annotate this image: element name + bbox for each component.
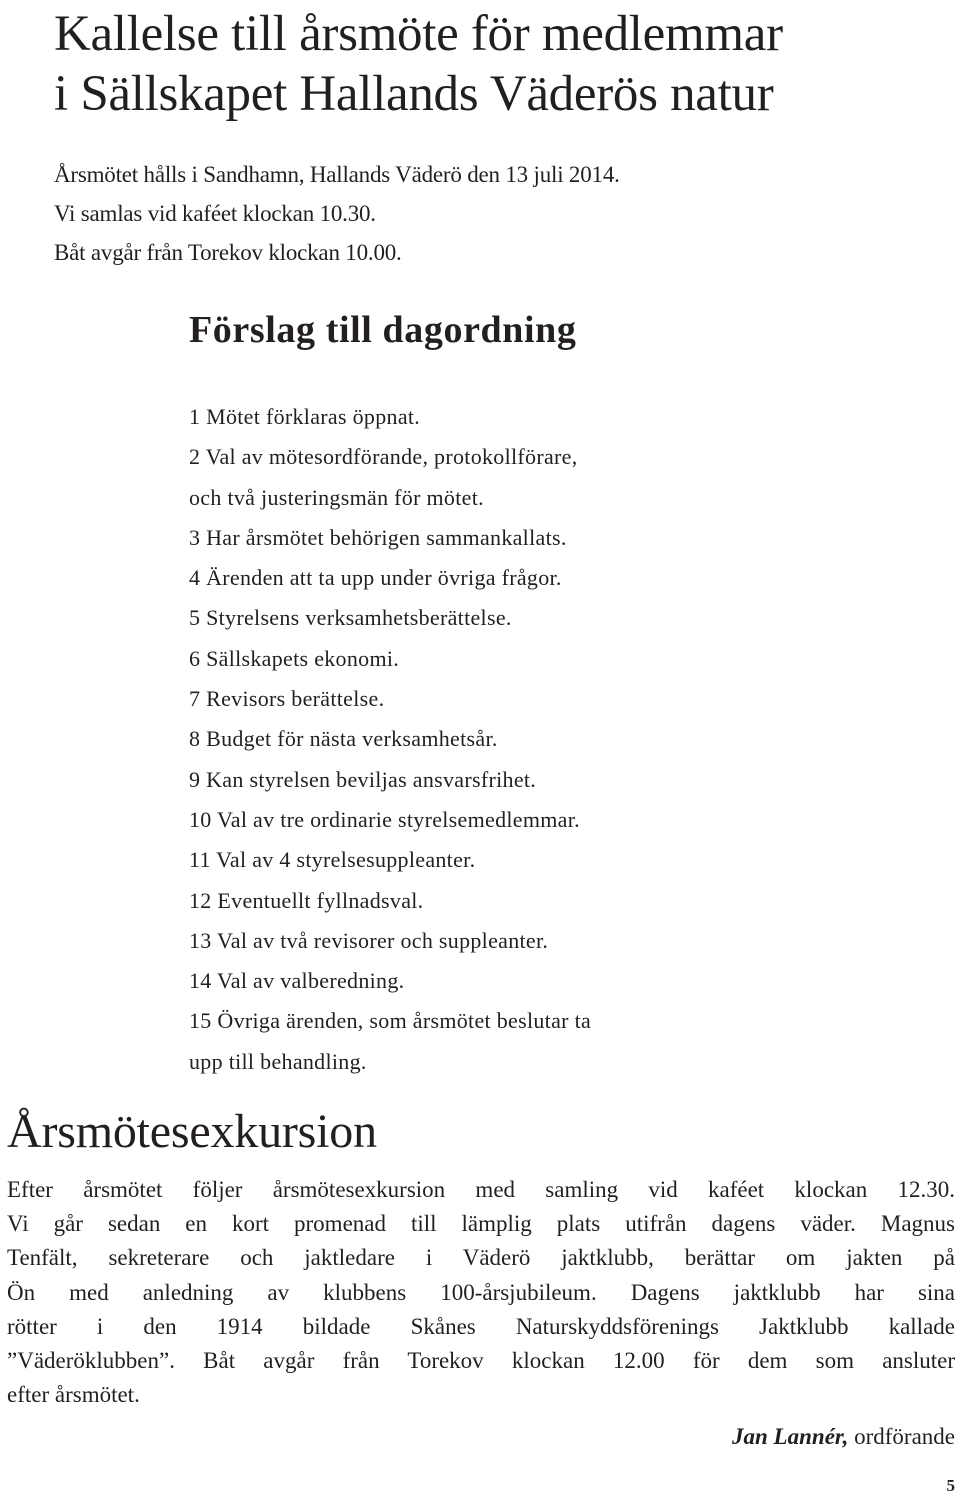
agenda-item: 6 Sällskapets ekonomi. <box>189 645 400 671</box>
excursion-line: ”Väderöklubben”. Båt avgår från Torekov klockan 12.00 för dem som ansluter <box>7 1348 955 1374</box>
meeting-info-line: Årsmötet hålls i Sandhamn, Hallands Väderö den 13 juli 2014. <box>54 162 620 187</box>
signature <box>732 1420 955 1454</box>
title-line-2: i Sällskapet Hallands Väderös natur <box>54 66 774 122</box>
agenda-item: 10 Val av tre ordinarie styrelsemedlemmar. <box>189 806 580 832</box>
excursion-line: rötter i den 1914 bildade Skånes Naturskyddsförenings Jaktklubb kallade <box>7 1313 955 1339</box>
agenda-item: 3 Har årsmötet behörigen sammankallats. <box>189 524 567 550</box>
agenda-item: 13 Val av två revisorer och suppleanter. <box>189 927 549 953</box>
meeting-info-line: Vi samlas vid kaféet klockan 10.30. <box>54 201 376 226</box>
agenda-item: 11 Val av 4 styrelsesuppleanter. <box>189 847 476 873</box>
page-number: 5 <box>946 1476 955 1495</box>
agenda-item: 8 Budget för nästa verksamhetsår. <box>189 726 498 752</box>
meeting-info <box>54 155 620 272</box>
agenda-item: 7 Revisors berättelse. <box>189 686 385 712</box>
agenda-item: 2 Val av mötesordförande, protokollförare, <box>189 444 578 470</box>
excursion-paragraph <box>7 1173 955 1412</box>
signature-name: Jan Lannér, <box>732 1424 849 1449</box>
agenda-item: 15 Övriga ärenden, som årsmötet beslutar ta <box>189 1008 592 1034</box>
agenda-item: 14 Val av valberedning. <box>189 968 405 994</box>
excursion-line: Efter årsmötet följer årsmötesexkursion med samling vid kaféet klockan 12.30. <box>7 1177 955 1202</box>
meeting-info-line: Båt avgår från Torekov klockan 10.00. <box>54 240 402 265</box>
page-title <box>54 4 783 124</box>
agenda-item: 9 Kan styrelsen beviljas ansvarsfrihet. <box>189 766 537 792</box>
title-line-1: Kallelse till årsmöte för medlemmar <box>54 6 783 62</box>
agenda-heading: Förslag till dagordning <box>189 309 577 351</box>
agenda-item: och två justeringsmän för mötet. <box>189 484 484 510</box>
excursion-line: Vi går sedan en kort promenad till lämplig plats utifrån dagens väder. Magnus <box>7 1211 955 1237</box>
agenda-list <box>189 397 591 1082</box>
excursion-line: Ön med anledning av klubbens 100-årsjubileum. Dagens jaktklubb har sina <box>7 1279 955 1305</box>
signature-role: ordförande <box>854 1424 955 1449</box>
excursion-line: efter årsmötet. <box>7 1382 140 1408</box>
agenda-item: 4 Ärenden att ta upp under övriga frågor. <box>189 565 562 591</box>
excursion-line: Tenfält, sekreterare och jaktledare i Väderö jaktklubb, berättar om jakten på <box>7 1245 955 1271</box>
agenda-item: 5 Styrelsens verksamhetsberättelse. <box>189 605 512 631</box>
excursion-heading: Årsmötesexkursion <box>7 1105 377 1158</box>
agenda-item: upp till behandling. <box>189 1048 367 1074</box>
agenda-item: 1 Mötet förklaras öppnat. <box>189 404 421 429</box>
agenda-item: 12 Eventuellt fyllnadsval. <box>189 887 424 913</box>
